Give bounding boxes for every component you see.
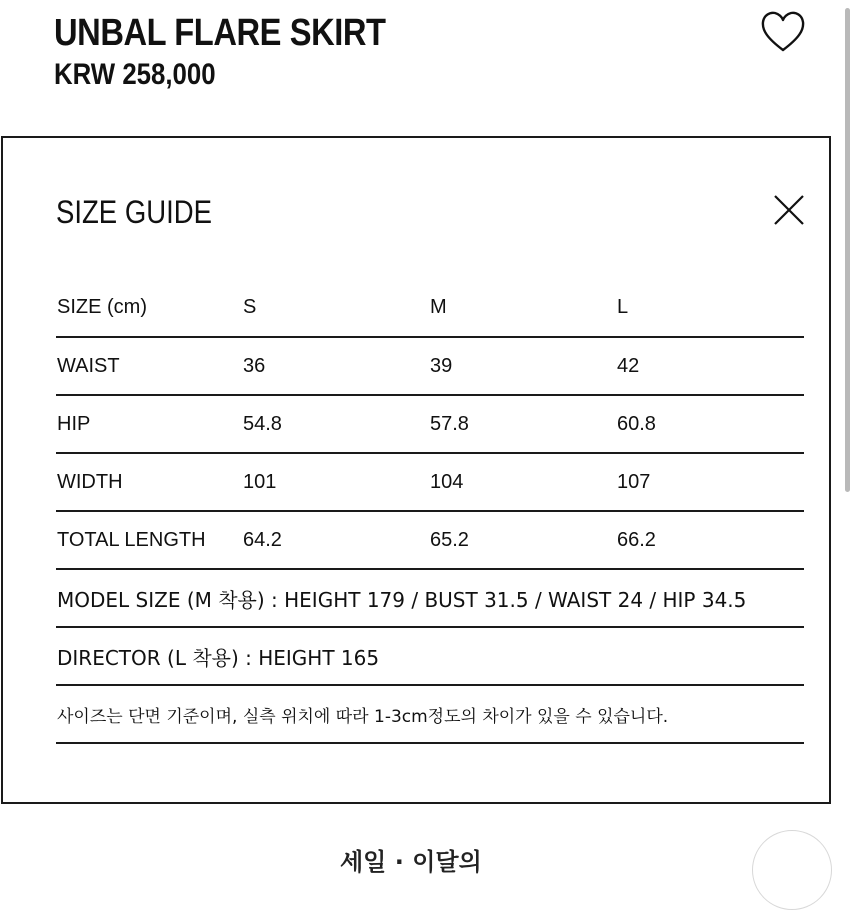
director-note: DIRECTOR (L 착용) : HEIGHT 165 xyxy=(57,645,380,670)
table-cell: 39 xyxy=(430,354,453,377)
product-price: KRW 258,000 xyxy=(54,58,216,91)
bottom-section-title: 세일 · 이달의 xyxy=(340,848,482,876)
close-button[interactable] xyxy=(771,192,807,228)
measurement-disclaimer: 사이즈는 단면 기준이며, 실측 위치에 따라 1-3cm정도의 차이가 있을 수 있습니다. xyxy=(57,706,669,727)
row-label: HIP xyxy=(57,412,91,435)
table-header-row xyxy=(56,278,804,338)
director-note-row xyxy=(56,628,804,686)
table-cell: 66.2 xyxy=(617,528,656,551)
product-title: UNBAL FLARE SKIRT xyxy=(54,12,386,54)
header-cell: M xyxy=(430,295,447,318)
header-cell: SIZE (cm) xyxy=(57,295,147,318)
table-cell: 60.8 xyxy=(617,412,656,435)
header-cell: S xyxy=(243,295,257,318)
table-cell: 65.2 xyxy=(430,528,469,551)
model-size-note: MODEL SIZE (M 착용) : HEIGHT 179 / BUST 31.5 / WAIST 24 / HIP 34.5 xyxy=(57,587,747,612)
size-guide-modal xyxy=(1,136,831,804)
row-label: TOTAL LENGTH xyxy=(57,528,206,551)
table-cell: 36 xyxy=(243,354,266,377)
table-cell: 42 xyxy=(617,354,640,377)
size-table xyxy=(56,278,804,744)
table-cell: 54.8 xyxy=(243,412,282,435)
table-cell: 57.8 xyxy=(430,412,469,435)
modal-title: SIZE GUIDE xyxy=(56,194,212,230)
wishlist-button[interactable] xyxy=(758,8,808,56)
table-cell: 64.2 xyxy=(243,528,282,551)
measurement-disclaimer-row xyxy=(56,686,804,744)
floating-action-button[interactable] xyxy=(752,830,832,910)
table-cell: 107 xyxy=(617,470,651,493)
header-cell: L xyxy=(617,295,629,318)
table-row xyxy=(56,338,804,396)
row-label: WIDTH xyxy=(57,470,123,493)
scrollbar-thumb[interactable] xyxy=(845,8,850,492)
table-cell: 104 xyxy=(430,470,464,493)
model-size-note-row xyxy=(56,570,804,628)
close-icon xyxy=(771,192,807,228)
heart-icon xyxy=(758,8,808,56)
table-row xyxy=(56,454,804,512)
row-label: WAIST xyxy=(57,354,120,377)
scrollbar[interactable] xyxy=(844,0,852,500)
table-cell: 101 xyxy=(243,470,277,493)
table-row xyxy=(56,396,804,454)
table-row xyxy=(56,512,804,570)
